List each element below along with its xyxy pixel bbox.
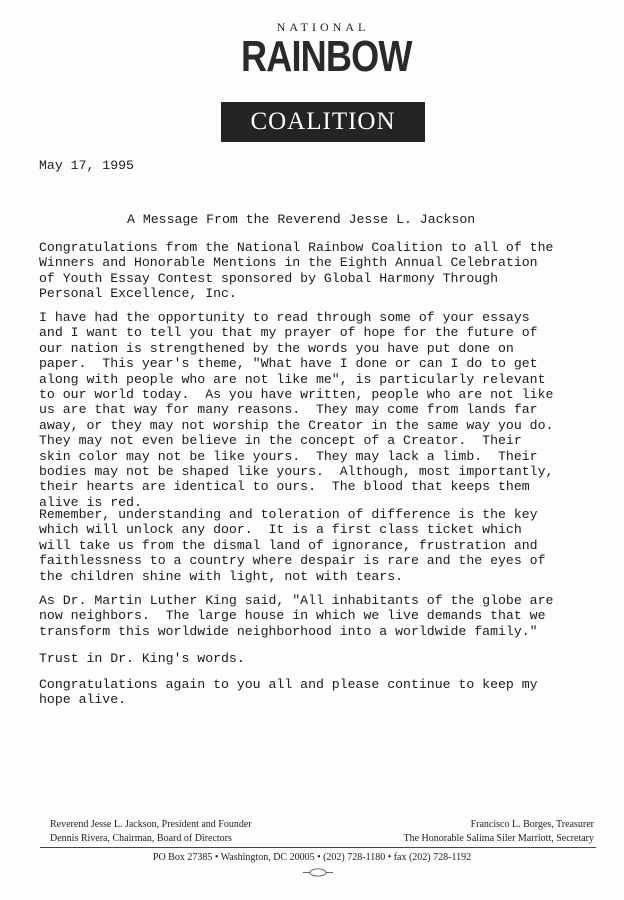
- logo-coalition-bar: COALITION: [221, 102, 425, 142]
- footer-secretary: The Honorable Salima Siler Marriott, Secretary: [403, 833, 594, 844]
- footer-president: Reverend Jesse L. Jackson, President and Founder: [50, 819, 252, 830]
- logo-rainbow-text: RAINBOW: [241, 32, 412, 81]
- footer-contact-line: PO Box 27385 • Washington, DC 20005 • (202) 728-1180 • fax (202) 728-1192: [152, 852, 472, 863]
- footer-officers-left: [50, 818, 252, 846]
- footer-chairman: Dennis Rivera, Chairman, Board of Directors: [50, 833, 232, 844]
- letter-date: May 17, 1995: [39, 158, 134, 173]
- letter-paragraph: Remember, understanding and toleration of difference is the key which will unlock any door. It is a first class ticket which will take us from the dismal land of ignorance, frustration and faithlessness to a country where despair is rare and the eyes of the children shine with light, not with tears.: [39, 507, 546, 584]
- letter-paragraph: I have had the opportunity to read through some of your essays and I want to tell you that my prayer of hope for the future of our nation is strengthened by the words you have put done on paper. This year's theme, "What have I done or can I do to get along with people who are not like me", is particularly relevant to our world today. As you have written, people who are not like us are that way for many reasons. They may come from lands far away, or they may not worship the Creator in the same way you do. They may not even believe in the concept of a Creator. Their skin color may not be like yours. They may lack a limb. Their bodies may not be shaped like yours. Although, most importantly, their hearts are identical to ours. The blood that keeps them alive is red.: [39, 310, 554, 510]
- letter-paragraph: Congratulations again to you all and please continue to keep my hope alive.: [39, 677, 538, 708]
- logo-national-text: NATIONAL: [276, 20, 370, 34]
- footer-divider: [40, 847, 596, 848]
- footer-treasurer: Francisco L. Borges, Treasurer: [470, 819, 594, 830]
- rainbow-coalition-logo: [221, 20, 425, 135]
- footer-officers-right: [404, 818, 595, 846]
- letter-paragraph: Trust in Dr. King's words.: [39, 651, 245, 666]
- letter-paragraph: As Dr. Martin Luther King said, "All inhabitants of the globe are now neighbors. The large house in which we live demands that we transform this worldwide neighborhood into a worldwide family.": [39, 593, 554, 639]
- union-bug-icon: [301, 868, 335, 877]
- letter-heading: A Message From the Reverend Jesse L. Jackson: [127, 212, 476, 227]
- letter-paragraph: Congratulations from the National Rainbow Coalition to all of the Winners and Honorable Mentions in the Eighth Annual Celebration of Youth Essay Contest sponsored by Global Harmony Through Personal Excellence, Inc.: [39, 240, 554, 302]
